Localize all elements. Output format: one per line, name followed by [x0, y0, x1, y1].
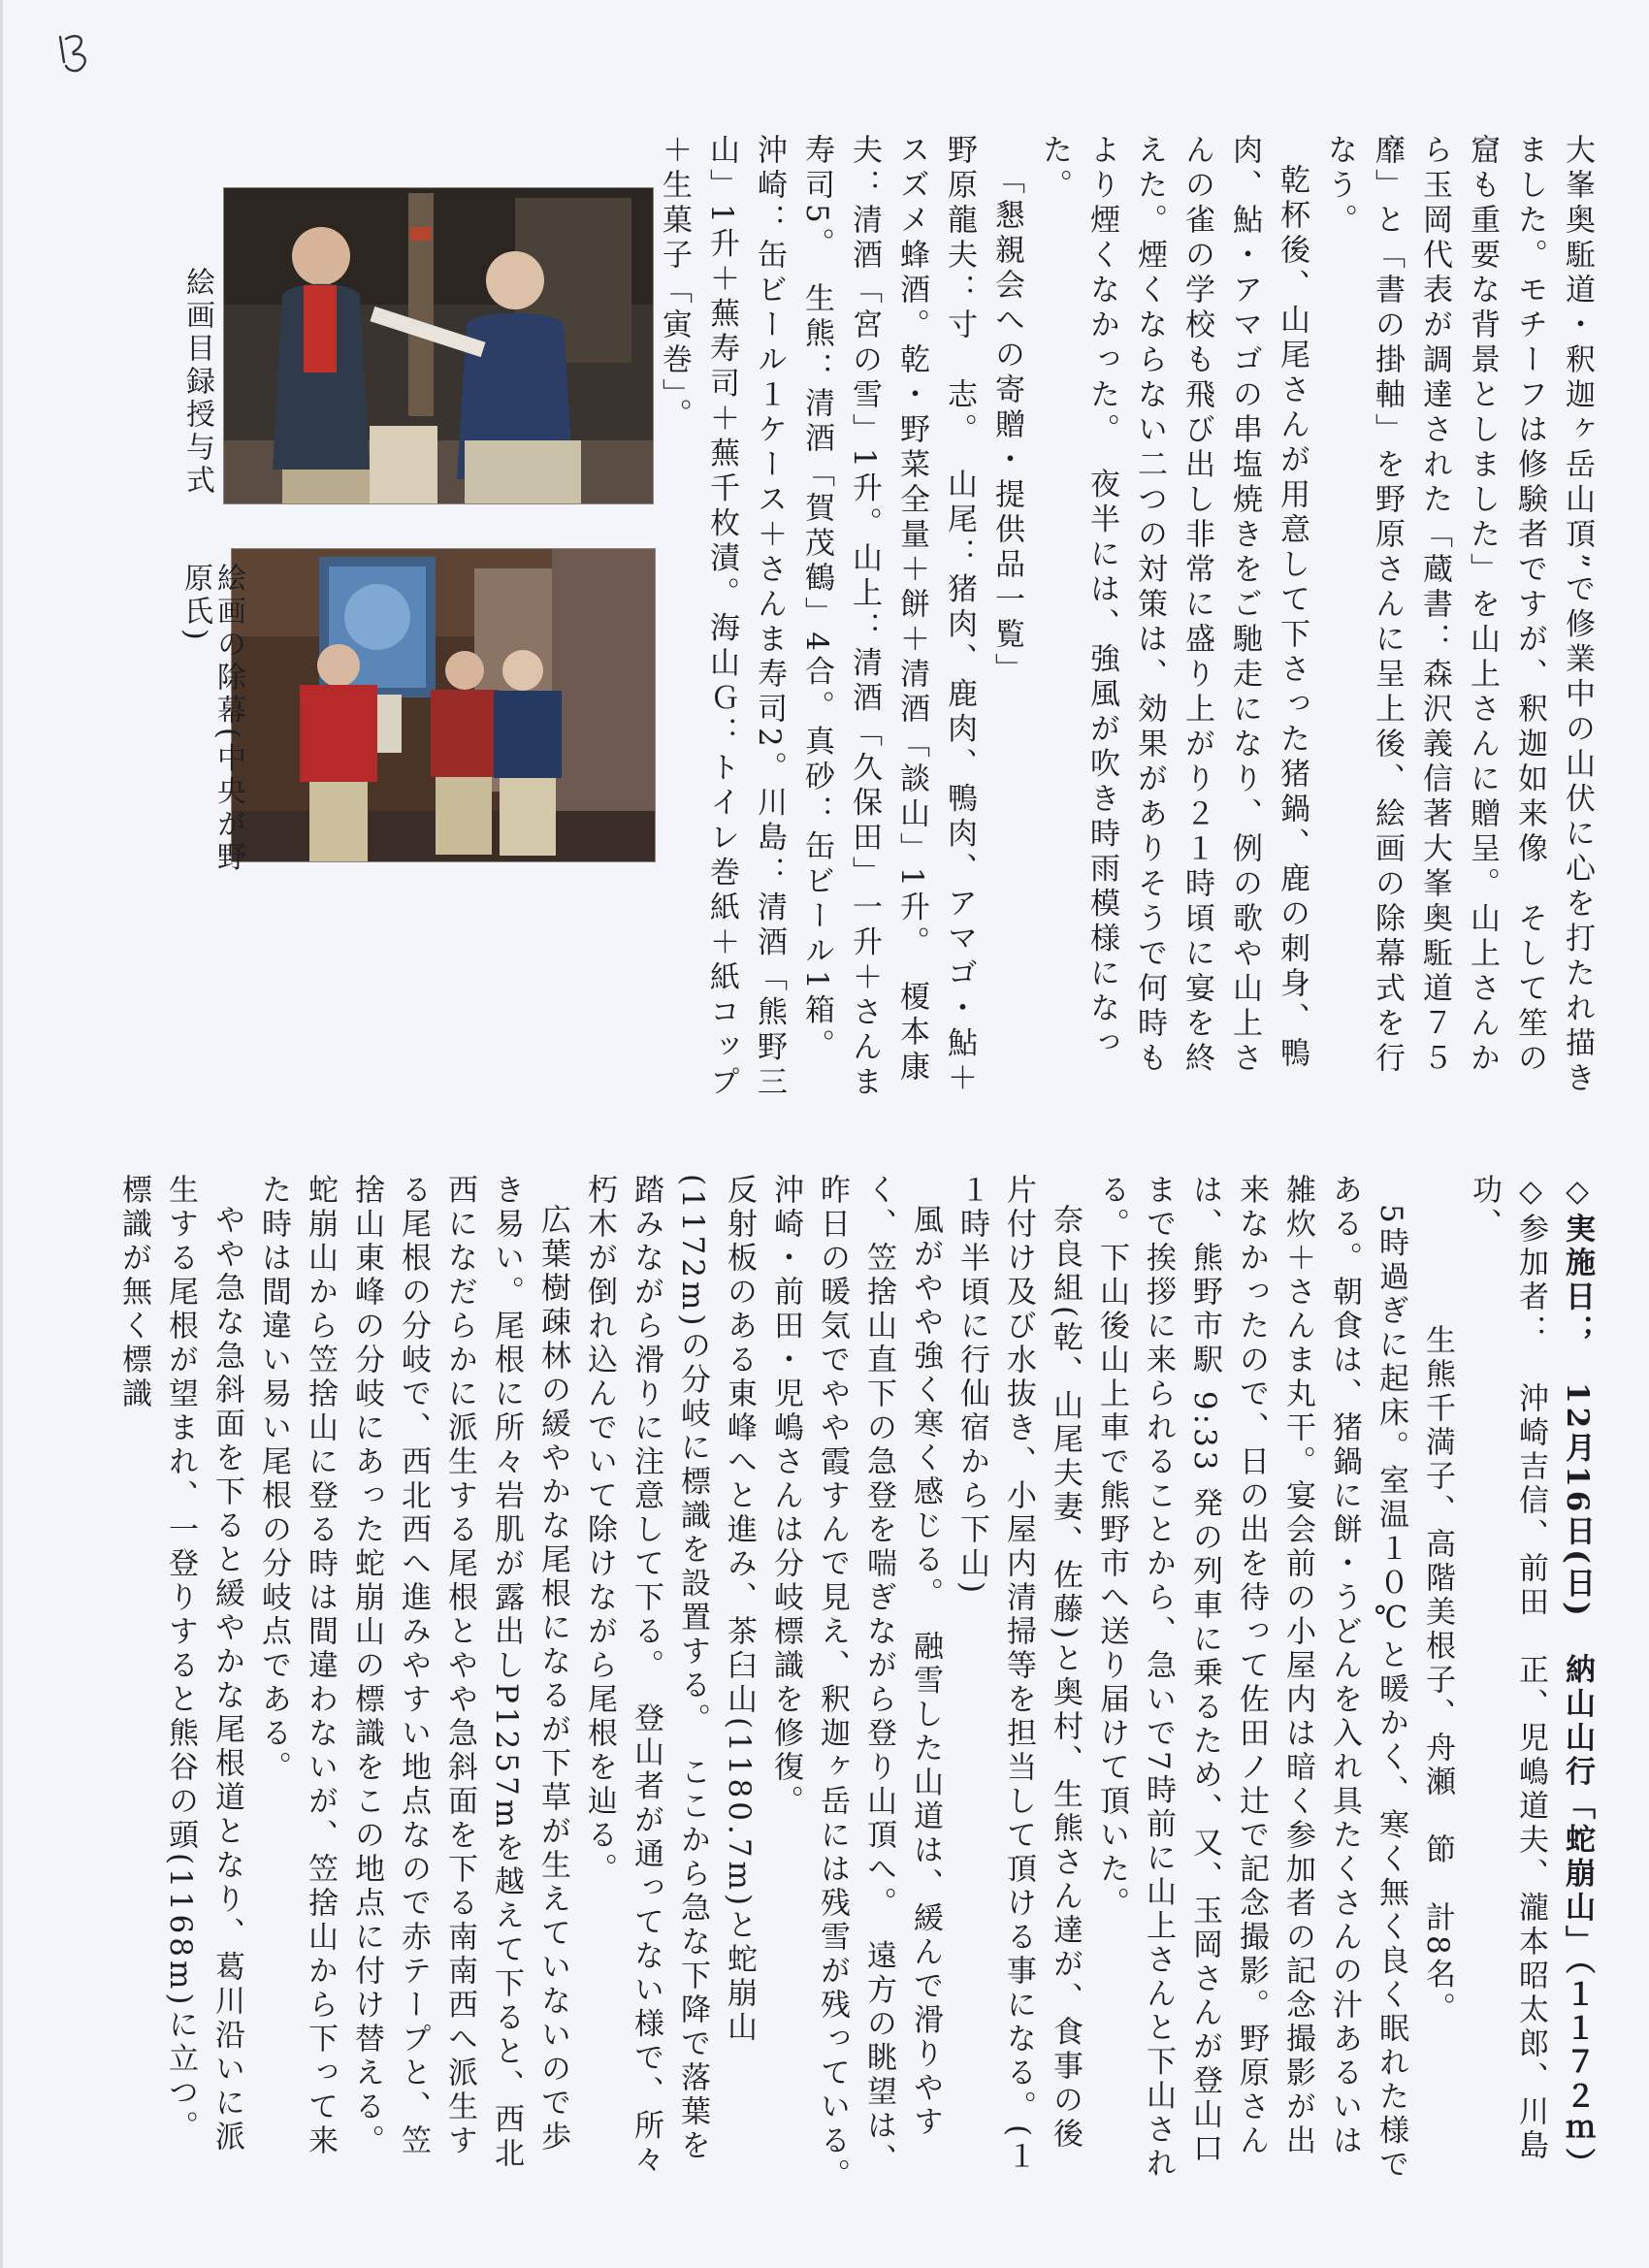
gift-list-title: 「懇親会への寄贈・提供品一覧」: [989, 164, 1024, 688]
participants-line-2: 生熊千満子、高階美根子、舟瀬 節 計8名。: [1420, 1324, 1455, 2026]
upper-text-block: [657, 134, 1600, 1106]
lower-paragraph-2: 奈良組(乾、山尾夫妻、佐藤)と奥村、生熊さん達が、食事の後片付け及び水抜き、小屋内清掃等を担当して頂ける事になる。(１１時半頃に行仙宿から下山): [954, 1174, 1083, 2175]
photo-painting-unveiling: [231, 548, 656, 862]
lower-paragraph-1: 5時過ぎに起床。室温１０℃と暖かく、寒く無く良く眠れた様である。朝食は、猪鍋に餅・うどんを入れ具たくさんの汁あるいは雑炊＋さんま丸干。宴会前の小屋内は暗く参加者の記念撮影が出来なかったので、日の出を待って佐田ノ辻で記念撮影。野原さんは、熊野市駅 9:33 発の列車に乗るため、又、玉岡さんが登山口まで挨拶に来られることから、急いで7時前に山上さんと下山される。下山後山上車で熊野市へ送り届けて頂いた。: [1094, 1174, 1408, 2183]
lower-paragraph-3: 風がやや強く寒く感じる。 融雪した山道は、緩んで滑りやすく、笠捨山直下の急登を喘ぎながら登り山頂へ。 遠方の眺望は、昨日の暖気でやや霞すんで見え、釈迦ヶ岳には残雪が残っている。 沖崎・前田・児嶋さんは分岐標識を修復。: [768, 1174, 943, 2212]
participants-line: ◇参加者： 沖崎吉信、前田 正、児嶋道夫、瀧本昭太郎、川島 功、: [1467, 1174, 1548, 2197]
lower-paragraph-5: 広葉樹疎林の緩やかな尾根になるが下草が生えていないので歩き易い。尾根に所々岩肌が露出しP1257mを越えて下ると、西北西になだらかに派生する尾根とやや急斜面を下る南南西へ派生する尾根の分岐で、西北西へ進みやすい地点なので赤テープと、笠捨山東峰の分岐にあった蛇崩山の標識をこの地点に付け替える。 蛇崩山から笠捨山に登る時は間違わないが、笠捨山から下って来た時は間違い易い尾根の分岐点である。: [256, 1174, 570, 2178]
lower-text-block: [116, 1174, 1600, 2212]
handwritten-page-mark: [54, 29, 97, 78]
photo2-caption: 絵画の除幕(中央が野原氏): [178, 563, 245, 875]
event-date-line: ◇実施日； 12月16日(日) 納山山行「蛇崩山」（１１７２ｍ）: [1560, 1174, 1595, 2183]
lower-paragraph-6: やや急な急斜面を下ると緩やかな尾根道となり、葛川沿いに派生する尾根が望まれ、一登りすると熊谷の頭(1168m)に立つ。 標識が無く標識: [116, 1174, 244, 2163]
gift-list-body: 野原龍夫：寸 志。 山尾：猪肉、鹿肉、鴨肉、アマゴ・鮎＋スズメ蜂酒。乾・野菜全量＋餅＋清酒「談山」1升。 榎本康夫：清酒「宮の雪」1升。山上：清酒「久保田」一升＋さんま寿司5。 生熊：清酒「賀茂鶴」4合。真砂：缶ビール1箱。 沖崎：缶ビール１ケース＋さんま寿司2。川島：清酒「熊野三山」1升＋蕪寿司＋蕪千枚漬。海山Ｇ：トイレ巻紙＋紙コップ＋生菓子「寅巻」。: [657, 134, 977, 1101]
upper-paragraph-1: 大峯奥駈道・釈迦ヶ岳山頂”で修業中の山伏に心を打たれ描きました。モチーフは修験者ですが、釈迦如来像 そして笙の窟も重要な背景としました」を山上さんに贈呈。山上さんから玉岡代表が調達された「蔵書：森沢義信著大峯奥駈道７５靡」と「書の掛軸」を野原さんに呈上後、絵画の除幕式を行なう。: [1322, 134, 1595, 1097]
photo-catalog-presentation: [223, 187, 654, 504]
photo1-caption: 絵画目録授与式: [180, 267, 214, 498]
upper-paragraph-2: 乾杯後、山尾さんが用意して下さった猪鍋、鹿の刺身、鴨肉、鮎・アマゴの串塩焼きをご馳走になり、例の歌や山上さんの雀の学校も飛び出し非常に盛り上がり２１時頃に宴を終えた。煙くならない二つの対策は、効果がありそうで何時もより煙くなかった。 夜半には、強風が吹き時雨模様になった。: [1037, 134, 1310, 1077]
lower-paragraph-4: 反射板のある東峰へと進み、茶臼山(1180.7m)と蛇崩山(1172m)の分岐に標識を設置する。 ここから急な下降で落葉を踏みながら滑りに注意して下る。 登山者が通ってない様で、所々朽木が倒れ込んでいて除けながら尾根を辿る。: [582, 1174, 757, 2178]
